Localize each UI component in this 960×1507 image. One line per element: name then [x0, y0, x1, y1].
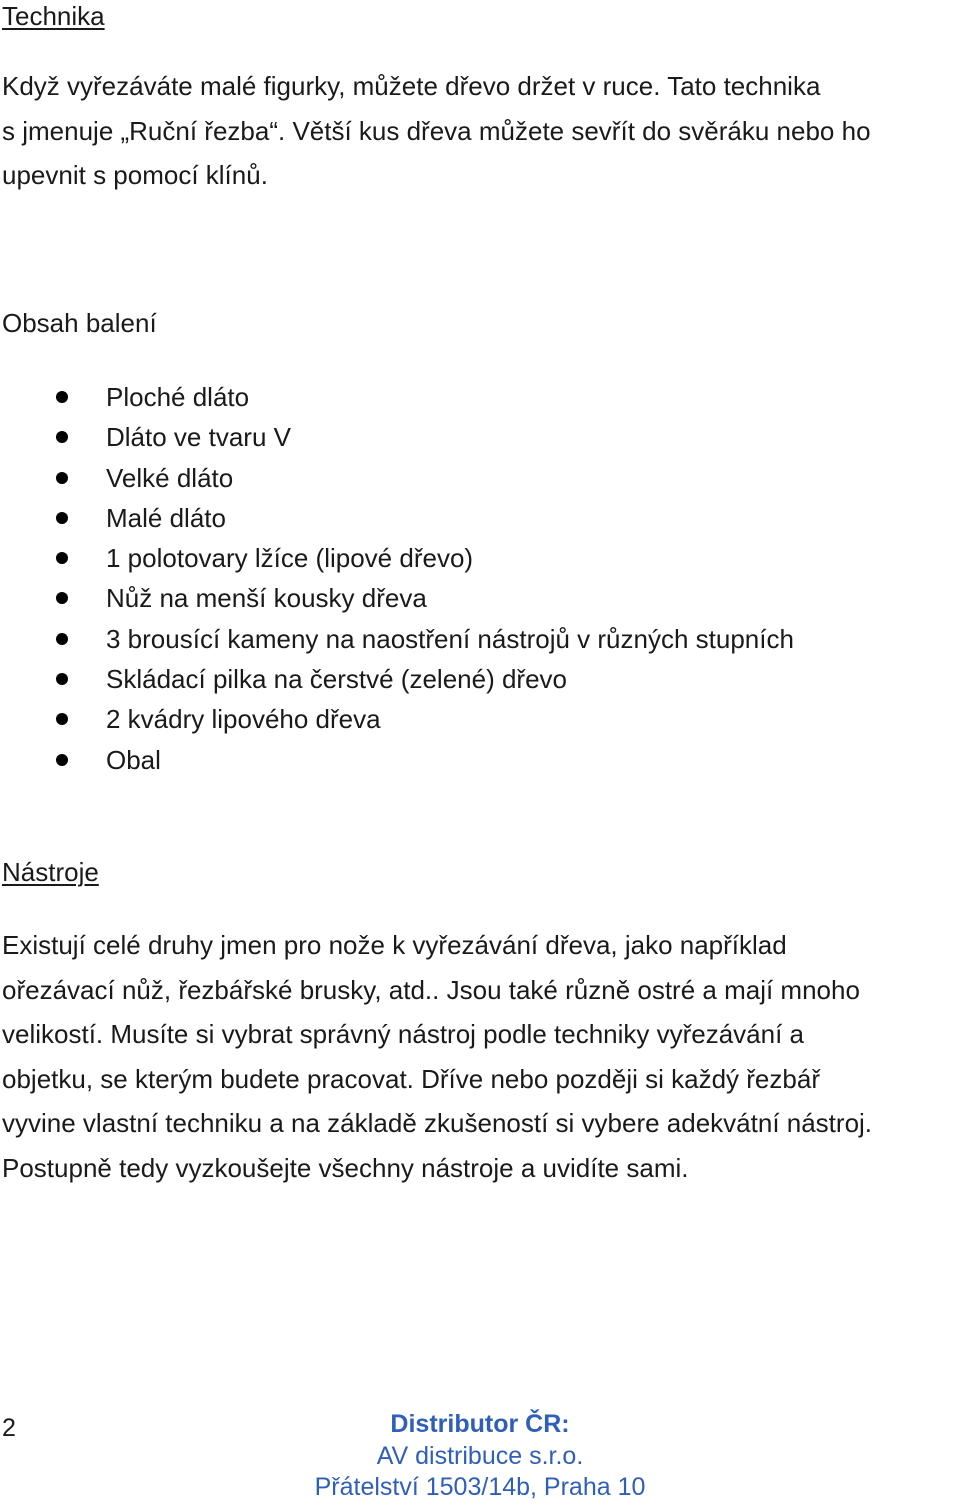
- list-item: 3 brousící kameny na naostření nástrojů v různých stupních: [0, 619, 794, 659]
- list-item: Nůž na menší kousky dřeva: [0, 578, 794, 618]
- bullet-icon: [56, 633, 68, 645]
- bullet-icon: [56, 592, 68, 604]
- nastroje-paragraph: [2, 923, 872, 1190]
- paragraph-line: objetku, se kterým budete pracovat. Dříve nebo později si každý řezbář: [2, 1063, 820, 1094]
- paragraph-line: s jmenuje „Ruční řezba“. Větší kus dřeva můžete sevřít do svěráku nebo ho: [2, 115, 871, 146]
- paragraph-line: velikostí. Musíte si vybrat správný nástroj podle techniky vyřezávání a: [2, 1019, 805, 1049]
- paragraph-line: ořezávací nůž, řezbářské brusky, atd.. Jsou také různě ostré a mají mnoho: [2, 974, 860, 1005]
- list-item: 2 kvádry lipového dřeva: [0, 699, 794, 739]
- paragraph-line: Existují celé druhy jmen pro nože k vyřezávání dřeva, jako například: [2, 930, 787, 960]
- bullet-icon: [56, 754, 68, 766]
- list-item: Skládací pilka na čerstvé (zelené) dřevo: [0, 659, 794, 699]
- bullet-icon: [56, 391, 68, 403]
- paragraph-line: upevnit s pomocí klínů.: [2, 160, 268, 190]
- paragraph-line: Když vyřezáváte malé figurky, můžete dřevo držet v ruce. Tato technika: [2, 71, 821, 101]
- bullet-icon: [56, 552, 68, 564]
- bullet-icon: [56, 431, 68, 443]
- section-heading-nastroje: Nástroje: [2, 857, 99, 887]
- footer-company: AV distribuce s.r.o.: [376, 1442, 584, 1470]
- page-number: 2: [2, 1414, 16, 1442]
- list-item: Dláto ve tvaru V: [0, 417, 794, 457]
- bullet-icon: [56, 512, 68, 524]
- list-item: Malé dláto: [0, 498, 794, 538]
- technika-paragraph: [2, 64, 871, 198]
- list-item: Velké dláto: [0, 458, 794, 498]
- list-item: 1 polotovary lžíce (lipové dřevo): [0, 538, 794, 578]
- section-heading-technika: Technika: [2, 1, 105, 31]
- bullet-icon: [56, 472, 68, 484]
- section-heading-obsah: Obsah balení: [2, 308, 157, 338]
- bullet-icon: [56, 673, 68, 685]
- paragraph-line: Postupně tedy vyzkoušejte všechny nástroje a uvidíte sami.: [2, 1152, 689, 1183]
- footer-address: Přátelství 1503/14b, Praha 10: [314, 1473, 646, 1501]
- list-item: Ploché dláto: [0, 377, 794, 417]
- paragraph-line: vyvine vlastní techniku a na základě zkušeností si vybere adekvátní nástroj.: [2, 1108, 873, 1138]
- footer-distributor-title: Distributor ČR:: [390, 1410, 570, 1438]
- list-item: Obal: [0, 740, 794, 780]
- bullet-icon: [56, 713, 68, 725]
- contents-list: [0, 377, 794, 780]
